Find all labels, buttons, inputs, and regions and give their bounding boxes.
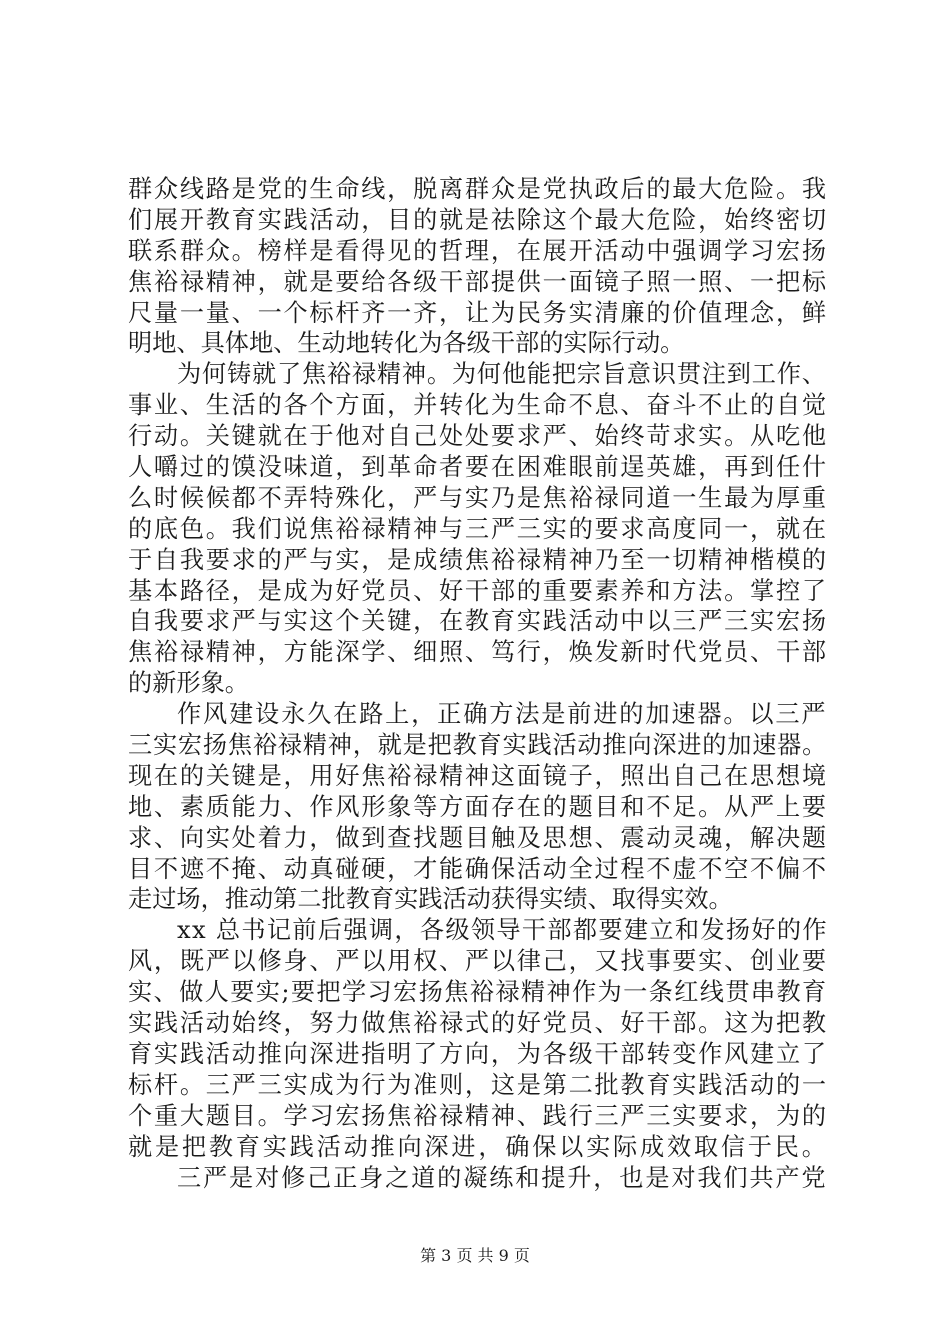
text-line: 走过场，推动第二批教育实践活动获得实绩、取得实效。 — [128, 885, 733, 914]
text-line: 焦裕禄精神，方能深学、细照、笃行，焕发新时代党员、干部 — [128, 638, 828, 667]
text-line: 为何铸就了焦裕禄精神。为何他能把宗旨意识贯注到工作、 — [177, 360, 827, 389]
page-footer: 第 3 页 共 9 页 — [420, 1246, 530, 1265]
text-line: 明地、具体地、生动地转化为各级干部的实际行动。 — [128, 329, 685, 358]
text-line: 基本路径，是成为好党员、好干部的重要素养和方法。掌控了 — [128, 576, 828, 605]
text-line: 联系群众。榜样是看得见的哲理，在展开活动中强调学习宏扬 — [128, 236, 828, 265]
text-line: 于自我要求的严与实，是成绩焦裕禄精神乃至一切精神楷模的 — [128, 545, 828, 574]
text-line: 就是把教育实践活动推向深进，确保以实际成效取信于民。 — [128, 1132, 829, 1161]
text-line: 地、素质能力、作风形象等方面存在的题目和不足。从严上要 — [128, 792, 828, 821]
text-line: 自我要求严与实这个关键，在教育实践活动中以三严三实宏扬 — [128, 607, 828, 636]
text-line: xx 总书记前后强调，各级领导干部都要建立和发扬好的作 — [177, 916, 828, 945]
text-line: 个重大题目。学习宏扬焦裕禄精神、践行三严三实要求，为的 — [128, 1101, 828, 1130]
text-line: 实践活动始终，努力做焦裕禄式的好党员、好干部。这为把教 — [128, 1009, 828, 1038]
text-line: 目不遮不掩、动真碰硬，才能确保活动全过程不虚不空不偏不 — [128, 854, 828, 883]
body-text — [128, 174, 829, 1193]
text-line: 们展开教育实践活动，目的就是祛除这个最大危险，始终密切 — [128, 205, 828, 234]
text-line: 三严是对修己正身之道的凝练和提升，也是对我们共产党 — [177, 1163, 828, 1192]
text-line: 现在的关键是，用好焦裕禄精神这面镜子，照出自己在思想境 — [128, 761, 828, 790]
text-line: 标杆。三严三实成为行为准则，这是第二批教育实践活动的一 — [128, 1070, 828, 1099]
text-line: 作风建设永久在路上，正确方法是前进的加速器。以三严 — [177, 700, 828, 729]
text-line: 焦裕禄精神，就是要给各级干部提供一面镜子照一照、一把标 — [128, 267, 828, 296]
text-line: 么时候候都不弄特殊化，严与实乃是焦裕禄同道一生最为厚重 — [128, 483, 828, 512]
text-line: 育实践活动推向深进指明了方向，为各级干部转变作风建立了 — [128, 1039, 828, 1068]
text-line: 求、向实处着力，做到查找题目触及思想、震动灵魂，解决题 — [128, 823, 828, 852]
text-line: 群众线路是党的生命线，脱离群众是党执政后的最大危险。我 — [128, 175, 828, 203]
text-line: 的底色。我们说焦裕禄精神与三严三实的要求高度同一，就在 — [128, 514, 828, 543]
text-line: 行动。关键就在于他对自己处处要求严、始终苛求实。从吃他 — [128, 422, 828, 451]
text-line: 事业、生活的各个方面，并转化为生命不息、奋斗不止的自觉 — [128, 391, 828, 420]
text-line: 实、做人要实;要把学习宏扬焦裕禄精神作为一条红线贯串教育 — [128, 978, 828, 1007]
text-line: 三实宏扬焦裕禄精神，就是把教育实践活动推向深进的加速器。 — [128, 731, 828, 760]
text-line: 的新形象。 — [128, 669, 249, 698]
text-line: 风，既严以修身、严以用权、严以律己，又找事要实、创业要 — [128, 947, 828, 976]
text-line: 人嚼过的馍没味道，到革命者要在困难眼前逞英雄，再到任什 — [128, 453, 828, 482]
text-line: 尺量一量、一个标杆齐一齐，让为民务实清廉的价值理念，鲜 — [128, 298, 828, 327]
